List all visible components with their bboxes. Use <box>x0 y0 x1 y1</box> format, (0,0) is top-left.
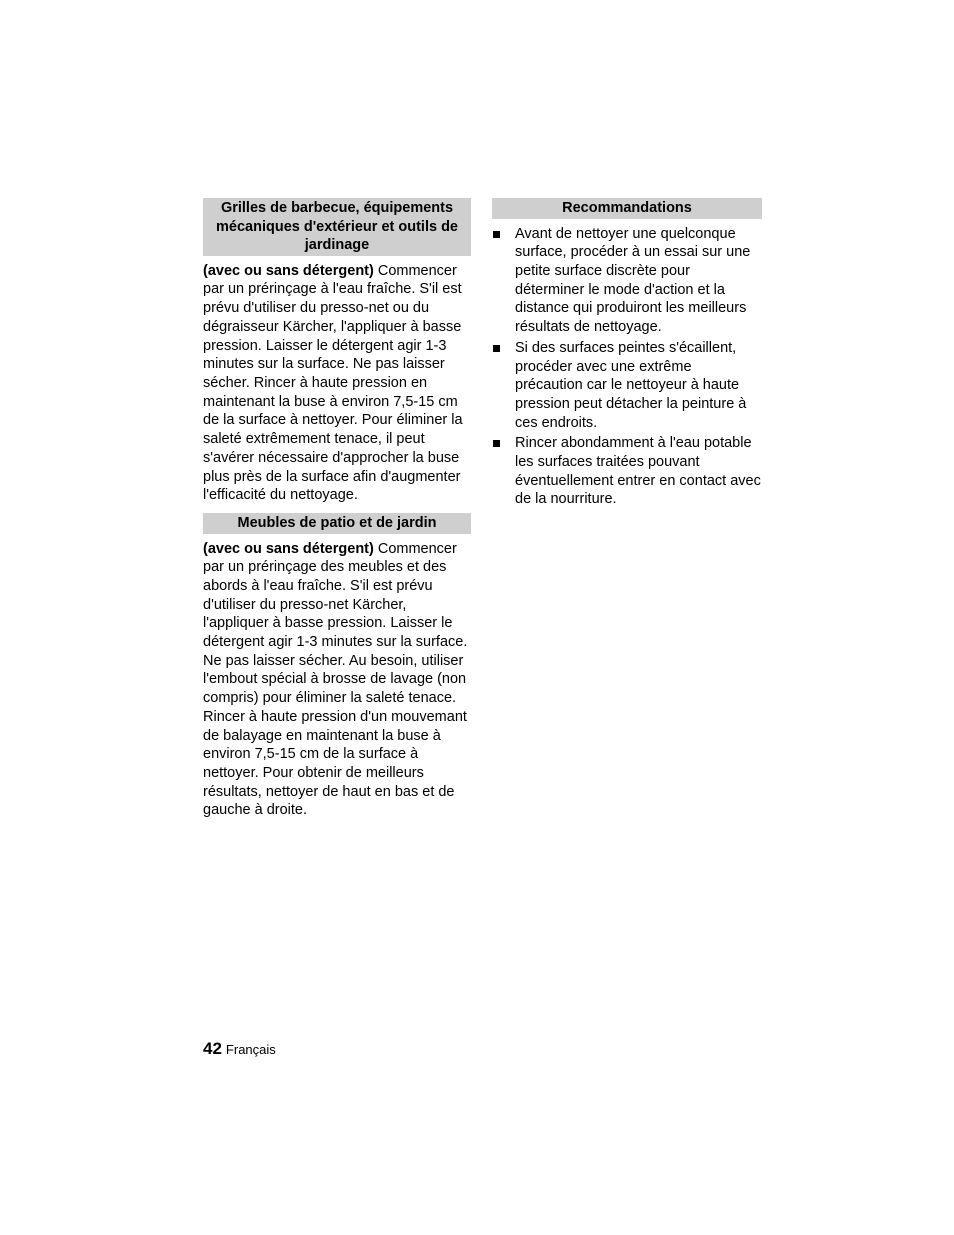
list-item <box>492 339 762 433</box>
detergent-note: (avec ou sans détergent) <box>203 262 374 279</box>
page-footer <box>203 1039 276 1060</box>
list-item-text: Avant de nettoyer une quelconque surface, procéder à un essai sur une petite surface discrète pour déterminer le mode d'action et la distance qui produiront les meilleurs résultats de nettoyage. <box>515 225 751 336</box>
section-heading-patio: Meubles de patio et de jardin <box>203 513 471 534</box>
footer-language: Français <box>225 1042 276 1057</box>
square-bullet-icon <box>493 345 500 352</box>
section-text: Commencer par un prérinçage à l'eau fraîche. S'il est prévu d'utiliser du presso-net ou du dégraisseur Kärcher, l'appliquer à basse pression. Laisser le détergent agir 1-3 minutes sur la surface. Ne pas laisser sécher. Rincer à haute pression en maintenant la buse à environ 7,5-15 cm de la surface à nettoyer. Pour éliminer la saleté extrêmement tenace, il peut s'avérer nécessaire d'approcher la buse plus près de la surface afin d'augmenter l'efficacité du nettoyage. <box>203 262 463 504</box>
section-heading-recommendations: Recommandations <box>492 198 762 219</box>
list-item-text: Rincer abondamment à l'eau potable les surfaces traitées pouvant éventuellement entrer en contact avec de la nourriture. <box>515 435 761 508</box>
left-column <box>203 198 471 820</box>
section-body-barbecue <box>203 262 471 505</box>
square-bullet-icon <box>493 231 500 238</box>
detergent-note: (avec ou sans détergent) <box>203 540 374 557</box>
page-number: 42 <box>203 1039 222 1058</box>
recommendations-list <box>492 225 762 510</box>
section-heading-barbecue: Grilles de barbecue, équipements mécaniques d'extérieur et outils de jardinage <box>203 198 471 256</box>
list-item-text: Si des surfaces peintes s'écaillent, procéder avec une extrême précaution car le nettoyeur à haute pression peut détacher la peinture à ces endroits. <box>515 339 747 431</box>
list-item <box>492 434 762 509</box>
square-bullet-icon <box>493 440 500 447</box>
list-item <box>492 225 762 337</box>
right-column <box>492 198 762 511</box>
section-text: Commencer par un prérinçage des meubles et des abords à l'eau fraîche. S'il est prévu d'utiliser du presso-net Kärcher, l'appliquer à basse pression. Laisser le détergent agir 1-3 minutes sur la surface. Ne pas laisser sécher. Au besoin, utiliser l'embout spécial à brosse de lavage (non compris) pour éliminer la saleté tenace. Rincer à haute pression d'un mouvemant de balayage en maintenant la buse à environ 7,5-15 cm de la surface à nettoyer. Pour obtenir de meilleurs résultats, nettoyer de haut en bas et de gauche à droite. <box>203 540 468 819</box>
section-body-patio <box>203 540 471 821</box>
